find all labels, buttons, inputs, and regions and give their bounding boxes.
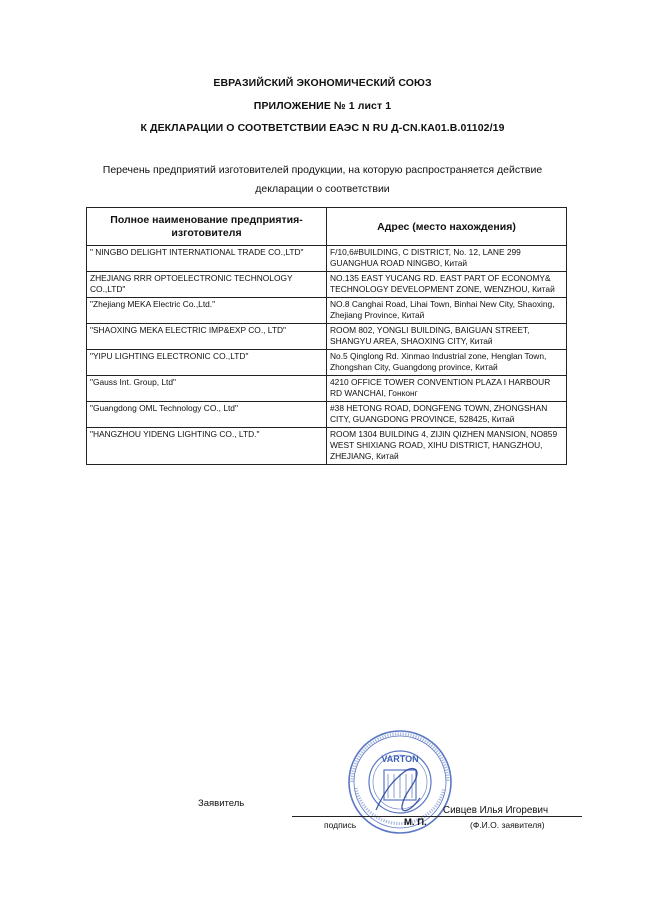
table-row	[87, 350, 567, 376]
manufacturer-address-cell: F/10,6#BUILDING, C DISTRICT, No. 12, LANE 299 GUANGHUA ROAD NINGBO, Китай	[327, 246, 567, 272]
manufacturer-name-cell: "HANGZHOU YIDENG LIGHTING CO., LTD."	[87, 428, 327, 465]
signer-name: Сивцев Илья Игоревич	[443, 805, 549, 816]
column-header-address: Адрес (место нахождения)	[327, 208, 567, 246]
column-header-name: Полное наименование предприятия-изготовителя	[87, 208, 327, 246]
manufacturer-address-cell: #38 HETONG ROAD, DONGFENG TOWN, ZHONGSHAN CITY, GUANGDONG PROVINCE, 528425, Китай	[327, 402, 567, 428]
table-header-row	[87, 208, 567, 246]
manufacturer-name-cell: "SHAOXING MEKA ELECTRIC IMP&EXP CO., LTD"	[87, 324, 327, 350]
manufacturer-address-cell: ROOM 802, YONGLI BUILDING, BAIGUAN STREET, SHANGYU AREA, SHAOXING CITY, Китай	[327, 324, 567, 350]
table-body	[87, 246, 567, 465]
signer-caption: (Ф.И.О. заявителя)	[470, 820, 545, 830]
stamp-brand-text: VARTON	[381, 754, 419, 764]
table-row	[87, 246, 567, 272]
seal-place-label: М. П.	[404, 817, 427, 828]
table-row	[87, 428, 567, 465]
table-row	[87, 324, 567, 350]
manufacturer-name-cell: " NINGBO DELIGHT INTERNATIONAL TRADE CO.,LTD"	[87, 246, 327, 272]
appendix-title: ПРИЛОЖЕНИЕ № 1 лист 1	[253, 100, 392, 112]
intro-line-1: Перечень предприятий изготовителей продукции, на которую распространяется действие	[102, 164, 543, 176]
manufacturers-table	[86, 207, 567, 465]
table-row	[87, 402, 567, 428]
signature-line	[292, 816, 582, 817]
table-row	[87, 298, 567, 324]
manufacturer-address-cell: NO.8 Canghai Road, Lihai Town, Binhai New City, Shaoxing, Zhejiang Province, Китай	[327, 298, 567, 324]
table-row	[87, 376, 567, 402]
union-title: ЕВРАЗИЙСКИЙ ЭКОНОМИЧЕСКИЙ СОЮЗ	[213, 77, 432, 89]
signature-caption: подпись	[324, 820, 357, 830]
stamp-seal-graphic	[346, 728, 454, 836]
company-stamp	[346, 728, 454, 836]
declaration-title: К ДЕКЛАРАЦИИ О СООТВЕТСТВИИ ЕАЭС N RU Д-CN.КА01.В.01102/19	[140, 122, 505, 134]
applicant-label: Заявитель	[198, 798, 245, 809]
intro-line-2: декларации о соответствии	[255, 183, 390, 195]
manufacturer-name-cell: "Guangdong OML Technology CO., Ltd"	[87, 402, 327, 428]
manufacturer-name-cell: "Gauss Int. Group, Ltd"	[87, 376, 327, 402]
manufacturer-name-cell: ZHEJIANG RRR OPTOELECTRONIC TECHNOLOGY CO.,LTD"	[87, 272, 327, 298]
manufacturer-address-cell: No.5 Qinglong Rd. Xinmao Industrial zone, Henglan Town, Zhongshan City, Guangdong province, Китай	[327, 350, 567, 376]
manufacturer-name-cell: "Zhejiang MEKA Electric Co.,Ltd."	[87, 298, 327, 324]
manufacturer-address-cell: NO.135 EAST YUCANG RD. EAST PART OF ECONOMY& TECHNOLOGY DEVELOPMENT ZONE, WENZHOU, Китай	[327, 272, 567, 298]
table-row	[87, 272, 567, 298]
manufacturer-address-cell: 4210 OFFICE TOWER CONVENTION PLAZA I HARBOUR RD WANCHAI, Гонконг	[327, 376, 567, 402]
manufacturer-name-cell: "YIPU LIGHTING ELECTRONIC CO.,LTD"	[87, 350, 327, 376]
manufacturer-address-cell: ROOM 1304 BUILDING 4, ZIJIN QIZHEN MANSION, NO859 WEST SHIXIANG ROAD, XIHU DISTRICT, HANGZHOU, ZHEJIANG, Китай	[327, 428, 567, 465]
